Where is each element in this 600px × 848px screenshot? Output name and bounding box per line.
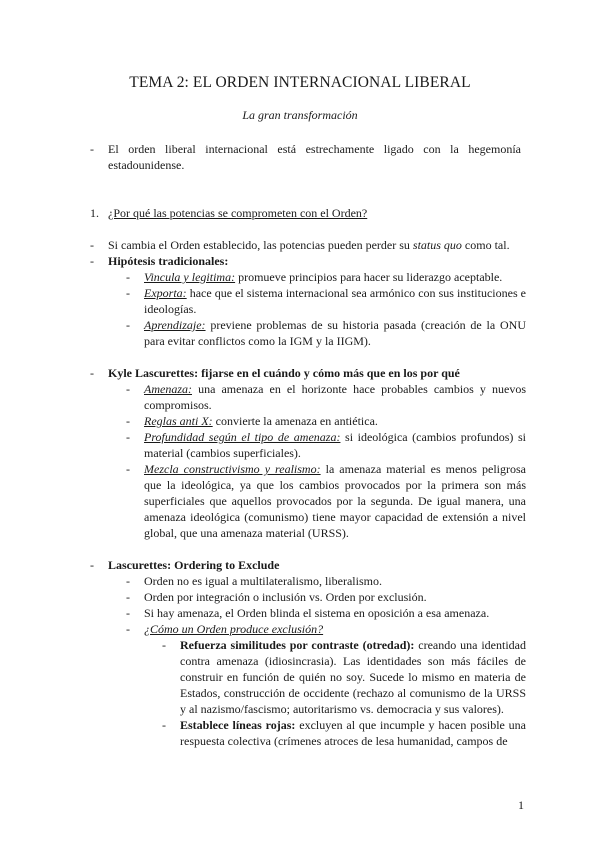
- bullet-dash: -: [126, 606, 130, 620]
- section-heading-kyle: Kyle Lascurettes: fijarse en el cuándo y cómo más que en los por qué: [108, 366, 460, 380]
- bullet-dash: -: [126, 382, 130, 396]
- bullet-dash: -: [126, 574, 130, 588]
- question-number: 1.: [90, 206, 99, 220]
- list-item: Vincula y legitima: promueve principios para hacer su liderazgo aceptable.: [144, 270, 503, 284]
- bullet-dash: -: [126, 318, 130, 332]
- bullet-dash: -: [126, 430, 130, 444]
- list-item: Si hay amenaza, el Orden blinda el sistema en oposición a esa amenaza.: [144, 606, 490, 620]
- section-heading-ordering: Lascurettes: Ordering to Exclude: [108, 558, 280, 572]
- bullet-dash: -: [90, 254, 94, 268]
- list-item: Profundidad según el tipo de amenaza: si ideológica (cambios profundos) si material (cambios superficiales).: [144, 430, 527, 460]
- document-subtitle: La gran transformación: [242, 108, 358, 122]
- bullet-dash: -: [90, 366, 94, 380]
- list-item: Establece líneas rojas: excluyen al que incumple y hacen posible una respuesta colectiva (crímenes atroces de lesa humanidad, campos de: [180, 718, 527, 748]
- list-item: Orden no es igual a multilateralismo, liberalismo.: [144, 574, 382, 588]
- list-item: Refuerza similitudes por contraste (otredad): creando una identidad contra amenaza (idiosincrasia). Las identidades son más fáciles de construir en función de quién no soy. Sucede lo mismo en materia de Estados, construcción de occidente (rechazo al comunismo de la URSS y al nazismo/fascismo; autoritarismo vs. democracia y sus valores).: [180, 638, 526, 716]
- question-heading: ¿Por qué las potencias se comprometen con el Orden?: [108, 206, 368, 220]
- bullet-dash: -: [126, 622, 130, 636]
- list-item: Reglas anti X: convierte la amenaza en antiética.: [144, 414, 378, 428]
- bullet-dash: -: [126, 462, 130, 476]
- bullet-dash: -: [162, 638, 166, 652]
- bullet-dash: -: [126, 414, 130, 428]
- list-item: Exporta: hace que el sistema internacional sea armónico con sus instituciones e ideologías.: [144, 286, 526, 316]
- document-title: TEMA 2: EL ORDEN INTERNACIONAL LIBERAL: [129, 74, 471, 91]
- bullet-dash: -: [90, 142, 94, 156]
- bullet-dash: -: [90, 238, 94, 252]
- bullet-dash: -: [126, 590, 130, 604]
- bullet-dash: -: [126, 286, 130, 300]
- bullet-dash: -: [162, 718, 166, 732]
- subsection-question: ¿Cómo un Orden produce exclusión?: [144, 622, 324, 636]
- page-number: 1: [518, 798, 524, 812]
- list-item: Amenaza: una amenaza en el horizonte hace probables cambios y nuevos compromisos.: [144, 382, 526, 412]
- bullet-dash: -: [90, 558, 94, 572]
- section-heading-traditional: Hipótesis tradicionales:: [108, 254, 229, 268]
- status-quo-paragraph: Si cambia el Orden establecido, las potencias pueden perder su status quo como tal.: [108, 238, 510, 252]
- bullet-dash: -: [126, 270, 130, 284]
- intro-paragraph: El orden liberal internacional está estrechamente ligado con la hegemonía estadounidense.: [108, 142, 521, 172]
- list-item: Aprendizaje: previene problemas de su historia pasada (creación de la ONU para evitar conflictos como la IGM y la IIGM).: [144, 318, 526, 348]
- list-item: Orden por integración o inclusión vs. Orden por exclusión.: [144, 590, 427, 604]
- list-item: Mezcla constructivismo y realismo: la amenaza material es menos peligrosa que la ideológica, ya que los cambios provocados por la primera son más superficiales que aquellos provocados por la segunda. De igual manera, una amenaza ideológica (comunismo) tiene mayor capacidad de extensión a nivel global, que una amenaza material (URSS).: [144, 462, 526, 540]
